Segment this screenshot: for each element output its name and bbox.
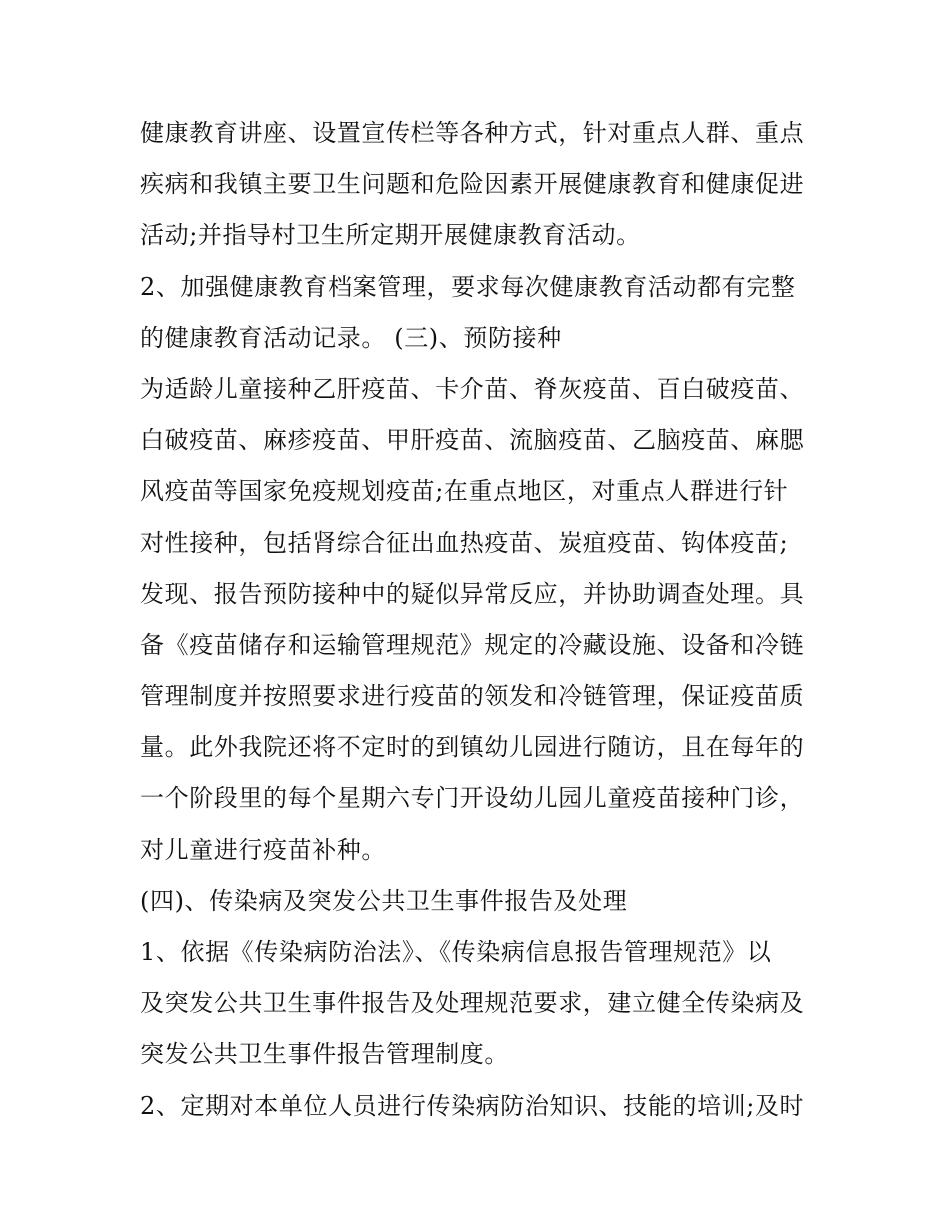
text-line: 备《疫苗储存和运输管理规范》规定的冷藏设施、设备和冷链 (140, 630, 805, 659)
text-line: 风疫苗等国家免疫规划疫苗;在重点地区，对重点人群进行针 (140, 477, 789, 506)
text-line: 对性接种，包括肾综合征出血热疫苗、炭疽疫苗、钩体疫苗; (140, 528, 789, 557)
text-line: 2、定期对本单位人员进行传染病防治知识、技能的培训;及时 (140, 1091, 805, 1120)
text-line: 白破疫苗、麻疹疫苗、甲肝疫苗、流脑疫苗、乙脑疫苗、麻腮 (140, 426, 805, 455)
text-line: 疾病和我镇主要卫生问题和危险因素开展健康教育和健康促进 (140, 170, 805, 199)
text-line: 一个阶段里的每个星期六专门开设幼儿园儿童疫苗接种门诊， (140, 784, 805, 813)
text-line: 2、加强健康教育档案管理，要求每次健康教育活动都有完整 (140, 272, 796, 301)
text-line: 健康教育讲座、设置宣传栏等各种方式，针对重点人群、重点 (140, 119, 805, 147)
text-line: 活动;并指导村卫生所定期开展健康教育活动。 (140, 221, 641, 250)
text-line: (四)、传染病及突发公共卫生事件报告及处理 (140, 886, 628, 915)
text-line: 管理制度并按照要求进行疫苗的领发和冷链管理，保证疫苗质 (140, 682, 805, 711)
text-line: 及突发公共卫生事件报告及处理规范要求，建立健全传染病及 (140, 989, 805, 1018)
text-line: 发现、报告预防接种中的疑似异常反应，并协助调查处理。具 (140, 579, 805, 608)
text-line: 1、依据《传染病防治法》、《传染病信息报告管理规范》以 (140, 938, 772, 966)
text-line: 的健康教育活动记录。 (三)、预防接种 (140, 323, 562, 352)
document-body (140, 108, 820, 1132)
text-line: 量。此外我院还将不定时的到镇幼儿园进行随访，且在每年的 (140, 733, 805, 762)
text-line: 突发公共卫生事件报告管理制度。 (140, 1040, 509, 1069)
text-line: 对儿童进行疫苗补种。 (140, 835, 386, 864)
text-line: 为适龄儿童接种乙肝疫苗、卡介苗、脊灰疫苗、百白破疫苗、 (140, 374, 805, 403)
